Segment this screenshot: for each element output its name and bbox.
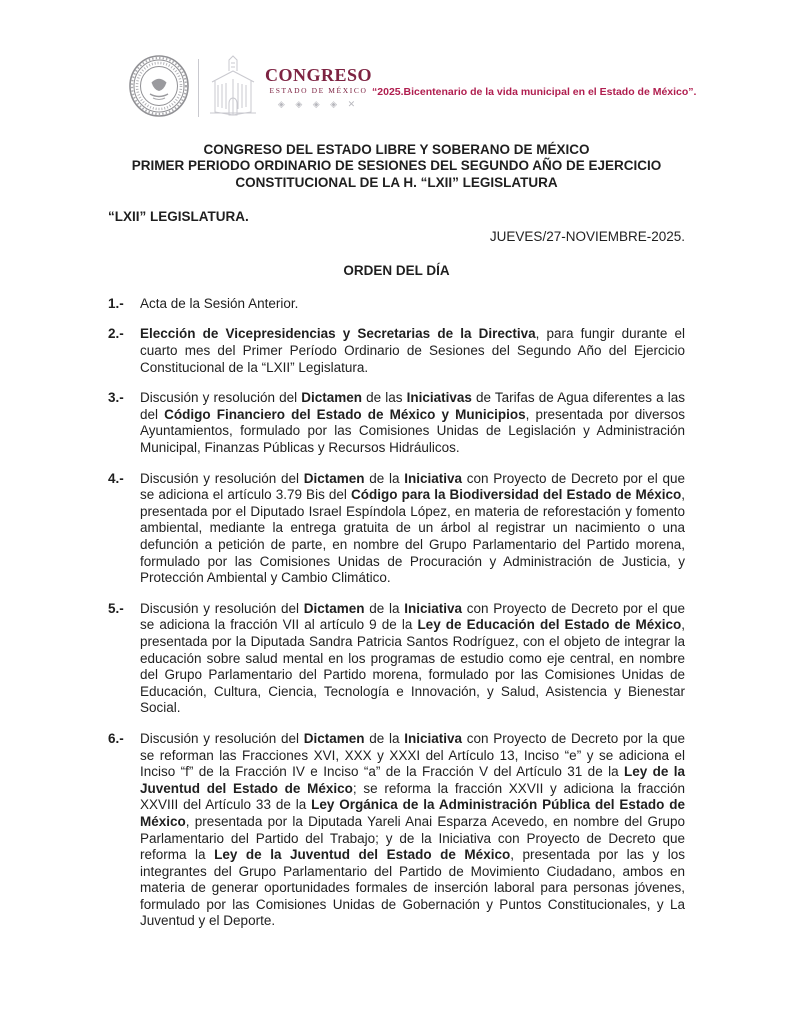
document-title-line-1: CONGRESO DEL ESTADO LIBRE Y SOBERANO DE MÉXICO [203,142,590,157]
legislature-label: “LXII” LEGISLATURA. [108,208,249,224]
bicentennial-quote: “2025.Bicentenario de la vida municipal en el Estado de México”. [372,86,697,98]
congress-logo-subtitle: ESTADO DE MÉXICO [269,86,368,95]
document-title [108,142,685,191]
agenda-list [108,296,685,930]
agenda-item [108,296,685,313]
agenda-item [108,326,685,376]
agenda-item-number: 5.- [108,600,124,616]
agenda-item [108,390,685,456]
agenda-item [108,601,685,717]
document-header [0,0,791,122]
agenda-item-number: 3.- [108,390,124,406]
agenda-item-number: 1.- [108,295,124,311]
document-title-line-3: CONSTITUCIONAL DE LA H. “LXII” LEGISLATURA [235,174,558,190]
agenda-item-text: Discusión y resolución del Dictamen de las Iniciativas de Tarifas de Agua diferentes a las del Código Financiero del Estado de México y Municipios, presentada por diversos Ayuntamientos, formulado por las Comisiones Unidas de Legislación y Administración Municipal, Finanzas Públicas y Recursos Hidráulicos. [140,390,685,456]
congress-logo-glyphs: ◈ ◈ ◈ ◈ ✕ [277,99,360,109]
agenda-item [108,731,685,930]
agenda-item-text: Acta de la Sesión Anterior. [140,295,299,311]
congress-building-icon [208,55,258,122]
agenda-item-text: Discusión y resolución del Dictamen de la Iniciativa con Proyecto de Decreto por el que se adiciona la fracción VII al artículo 9 de la Ley de Educación del Estado de México, presentada por la Diputada Sandra Patricia Santos Rodríguez, con el objeto de integrar la educación sobre salud mental en los programas de estudio como eje central, en nombre del Grupo Parlamentario del Partido morena, formulado por las Comisiones Unidas de Educación, Cultura, Ciencia, Tecnología e Innovación, y Salud, Asistencia y Bienestar Social. [140,600,686,716]
agenda-item-text: Elección de Vicepresidencias y Secretarias de la Directiva, para fungir durante el cuarto mes del Primer Período Ordinario de Sesiones del Segundo Año del Ejercicio Constitucional de la “LXII” Legislatura. [140,326,686,375]
agenda-item-number: 2.- [108,326,124,342]
agenda-item [108,471,685,587]
header-divider [198,59,199,117]
agenda-item-text: Discusión y resolución del Dictamen de la Iniciativa con Proyecto de Decreto por la que se reforman las Fracciones XVI, XXX y XXXI del Artículo 13, Inciso “e” y se adiciona el Inciso “f” de la Fracción IV e Inciso “a” de la Fracción V del Artículo 31 de la Ley de la Juventud del Estado de México; se reforma la fracción XXVII y adiciona la fracción XXVIII del Artículo 33 de la Ley Orgánica de la Administración Pública del Estado de México, presentada por la Diputada Yareli Anai Esparza Acevedo, en nombre del Grupo Parlamentario del Partido del Trabajo; y de la Iniciativa con Proyecto de Decreto que reforma la Ley de la Juventud del Estado de México, presentada por las y los integrantes del Grupo Parlamentario del Partido de Movimiento Ciudadano, ambos en materia de generar oportunidades formales de inserción laboral para personas jóvenes, formulado por las Comisiones Unidas de Gobernación y Puntos Constitucionales, y La Juventud y el Deporte. [140,730,686,929]
agenda-item-number: 6.- [108,730,124,746]
congress-logo [265,65,372,111]
agenda-heading: ORDEN DEL DÍA [343,262,450,278]
congress-logo-title: CONGRESO [265,65,373,85]
document-title-line-2: PRIMER PERIODO ORDINARIO DE SESIONES DEL SEGUNDO AÑO DE EJERCICIO [131,158,662,174]
agenda-item-number: 4.- [108,470,124,486]
agenda-item-text: Discusión y resolución del Dictamen de la Iniciativa con Proyecto de Decreto por el que se adiciona el artículo 3.79 Bis del Código para la Biodiversidad del Estado de México, presentada por el Diputado Israel Espíndola López, en materia de reforestación y fomento ambiental, mediante la entrega gratuita de un árbol al registrar un nacimiento o una defunción a petición de parte, en nombre del Grupo Parlamentario del Partido morena, formulado por las Comisiones Unidas de Procuración y Administración de Justicia, y Protección Ambiental y Cambio Climático. [140,470,686,586]
session-date: JUEVES/27-NOVIEMBRE-2025. [489,228,685,244]
state-seal-icon [128,54,190,123]
